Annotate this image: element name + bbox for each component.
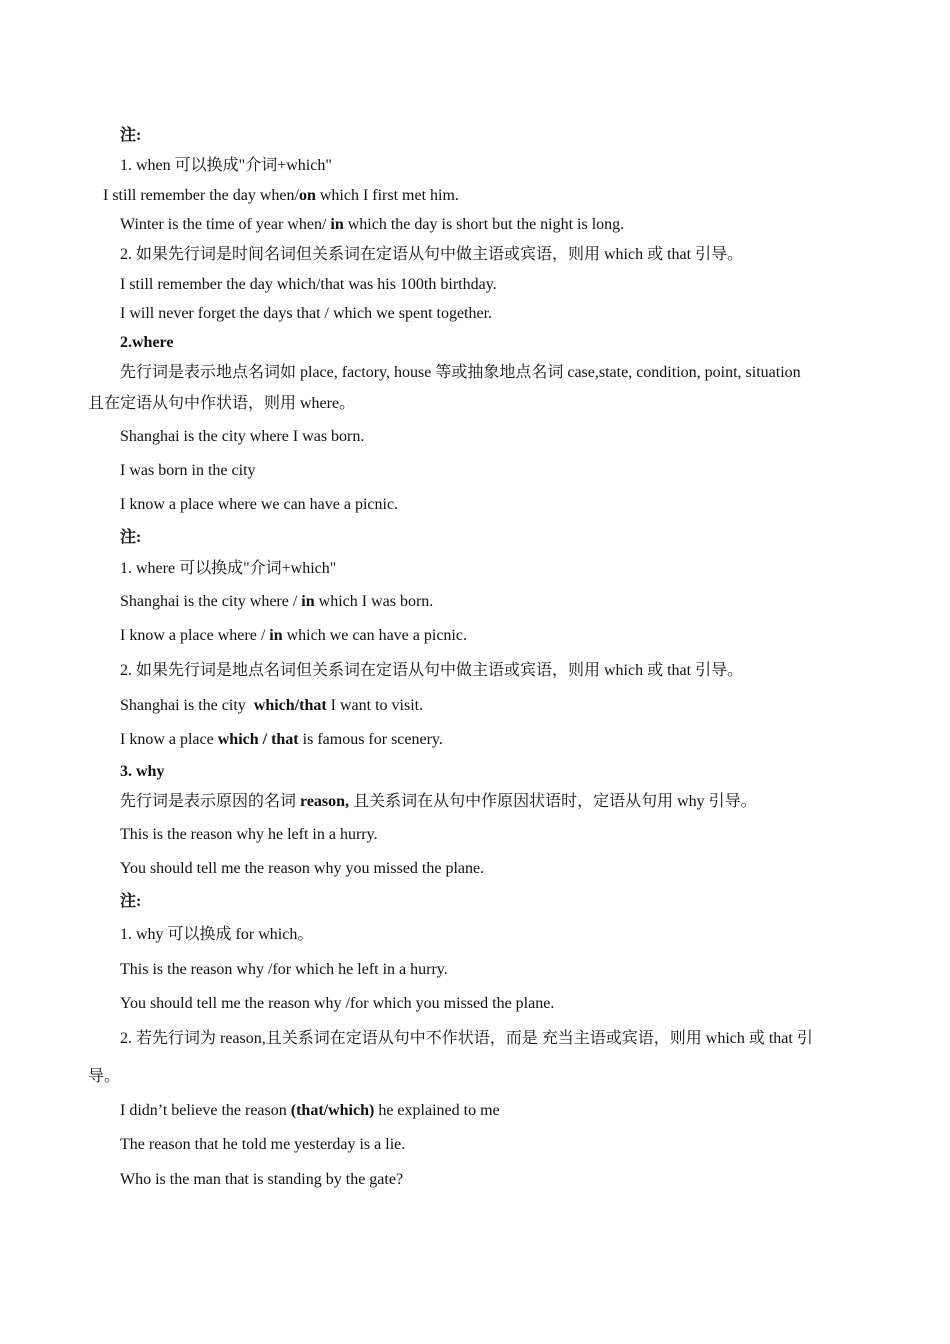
sentence-text: I still remember the day when/ [103,187,299,204]
rule-text: 2. 如果先行词是时间名词但关系词在定语从句中做主语或宾语，则用 which 或 that 引导。 [120,246,744,263]
sentence-text: I didn’t believe the reason [120,1102,291,1119]
rule-text: 2. 若先行词为 reason,且关系词在定语从句中不作状语，而是 充当主语或宾语，则用 which 或 that 引 [120,1030,813,1047]
sentence-text: Winter is the time of year when/ [120,216,331,233]
sentence-text: which I first met him. [315,187,459,204]
example-sentence [120,626,467,646]
example-sentence: You should tell me the reason why /for which you missed the plane. [120,995,555,1012]
rule-text-continued: 且在定语从句中作状语，则用 where。 [88,395,356,412]
sentence-text: he explained to me [374,1102,500,1119]
example-sentence: I will never forget the days that / which we spent together. [120,305,493,322]
sentence-text: I know a place where / [120,627,270,644]
example-sentence: Who is the man that is standing by the gate? [120,1171,404,1188]
example-sentence: I know a place where we can have a picnic. [120,496,399,513]
section-heading-where: 2.where [120,334,174,351]
example-sentence [120,1101,500,1121]
example-sentence [120,730,443,750]
sentence-text: Shanghai is the city [120,697,254,714]
sentence-text: is famous for scenery. [298,731,443,748]
example-sentence: The reason that he told me yesterday is a lie. [120,1136,406,1153]
note-heading: 注: [120,529,142,546]
rule-text [120,792,757,812]
rule-text: 2. 如果先行词是地点名词但关系词在定语从句中做主语或宾语，则用 which 或 that 引导。 [120,662,744,679]
rule-text: 先行词是表示地点名词如 place, factory, house 等或抽象地点名词 case,state, condition, point, situation [120,364,801,381]
note-heading: 注: [120,893,142,910]
sentence-text: Shanghai is the city where / [120,593,302,610]
note-heading: 注: [120,127,142,144]
sentence-text: which the day is short but the night is long. [343,216,625,233]
sentence-text: 先行词是表示原因的名词 [120,793,301,810]
sentence-emphasis: which / that [217,731,299,748]
sentence-text: 且关系词在从句中作原因状语时，定语从句用 why 引导。 [349,793,757,810]
sentence-text: I want to visit. [326,697,424,714]
section-heading-why: 3. why [120,763,165,780]
sentence-emphasis: (that/which) [290,1102,375,1119]
example-sentence: I was born in the city [120,462,256,479]
rule-text-continued: 导。 [88,1068,121,1085]
example-sentence [120,215,624,235]
sentence-emphasis: reason, [300,793,350,810]
note-item: 1. where 可以换成"介词+which" [120,560,337,577]
note-item: 1. when 可以换成"介词+which" [120,157,332,174]
example-sentence [103,186,459,206]
sentence-text: I know a place [120,731,218,748]
example-sentence [120,696,423,716]
sentence-text: which we can have a picnic. [282,627,467,644]
example-sentence: This is the reason why he left in a hurry. [120,826,378,843]
example-sentence: You should tell me the reason why you missed the plane. [120,860,485,877]
sentence-emphasis: in [269,627,283,644]
example-sentence: Shanghai is the city where I was born. [120,428,365,445]
example-sentence: I still remember the day which/that was his 100th birthday. [120,276,497,293]
sentence-text: which I was born. [314,593,434,610]
sentence-emphasis: in [330,216,344,233]
sentence-emphasis: which/that [253,697,327,714]
sentence-emphasis: on [298,187,316,204]
example-sentence: This is the reason why /for which he left in a hurry. [120,961,448,978]
note-item: 1. why 可以换成 for which。 [120,926,314,943]
example-sentence [120,592,433,612]
sentence-emphasis: in [301,593,315,610]
